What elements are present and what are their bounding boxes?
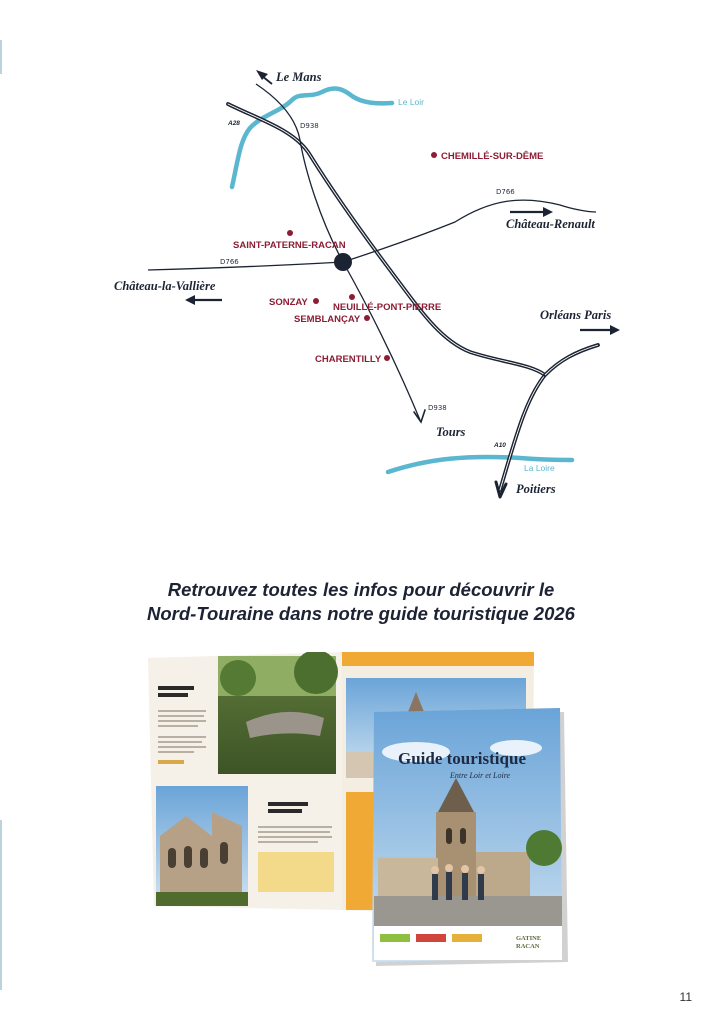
svg-text:CHARENTILLY: CHARENTILLY [315,354,382,365]
d766-east-label: D766 [496,188,515,196]
dest-poitiers: Poitiers [516,482,556,496]
cover-subtitle: Entre Loir et Loire [450,771,511,780]
town-sonzay [269,297,319,308]
svg-text:SAINT-PATERNE-RACAN: SAINT-PATERNE-RACAN [233,240,346,251]
dest-chateau-la-valliere: Château-la-Vallière [114,279,216,293]
loir-label: Le Loir [398,97,424,107]
river-loir [232,89,392,187]
junction-marker [334,253,352,271]
arrow-chateau-la-valliere [185,295,222,305]
svg-text:SONZAY: SONZAY [269,297,308,308]
dest-chateau-renault: Château-Renault [506,217,595,231]
town-neuille [333,294,441,313]
d766-west-label: D766 [220,258,239,266]
svg-text:NEUILLÉ-PONT-PIERRE: NEUILLÉ-PONT-PIERRE [333,302,442,313]
arrow-orleans-paris [580,325,620,335]
page-number: 11 [679,990,692,1004]
tagline-line-1: Retrouvez toutes les infos pour découvrir le [167,579,555,600]
a10-label: A10 [494,442,506,449]
arrow-le-mans [256,70,272,84]
guide-tagline [40,578,682,626]
town-charentilly [315,354,390,365]
town-chemille [431,150,543,162]
svg-text:SEMBLANÇAY: SEMBLANÇAY [294,314,361,325]
d938-south-label: D938 [428,404,447,412]
cover-brand-line-1: GATINE [516,935,542,942]
motorway-a10 [545,345,598,375]
dest-le-mans: Le Mans [276,70,322,84]
guide-cover [372,708,568,966]
town-semblancay [294,314,370,325]
arrow-chateau-renault [510,207,553,217]
margin-mark-bottom [0,820,2,990]
svg-text:CHEMILLÉ-SUR-DÊME: CHEMILLÉ-SUR-DÊME [441,151,544,162]
tourist-guide-photo [146,652,576,972]
cover-brand-line-2: RACAN [516,943,540,950]
cover-title: Guide touristique [398,749,526,768]
road-d938 [256,84,420,420]
d938-north-label: D938 [300,122,319,130]
road-d766 [148,200,596,270]
tagline-line-2: Nord-Touraine dans notre guide touristique 2026 [147,603,575,624]
dest-orleans-paris: Orléans Paris [540,308,612,322]
dest-tours: Tours [436,425,466,439]
loire-label: La Loire [524,463,555,473]
a28-label: A28 [228,120,240,127]
